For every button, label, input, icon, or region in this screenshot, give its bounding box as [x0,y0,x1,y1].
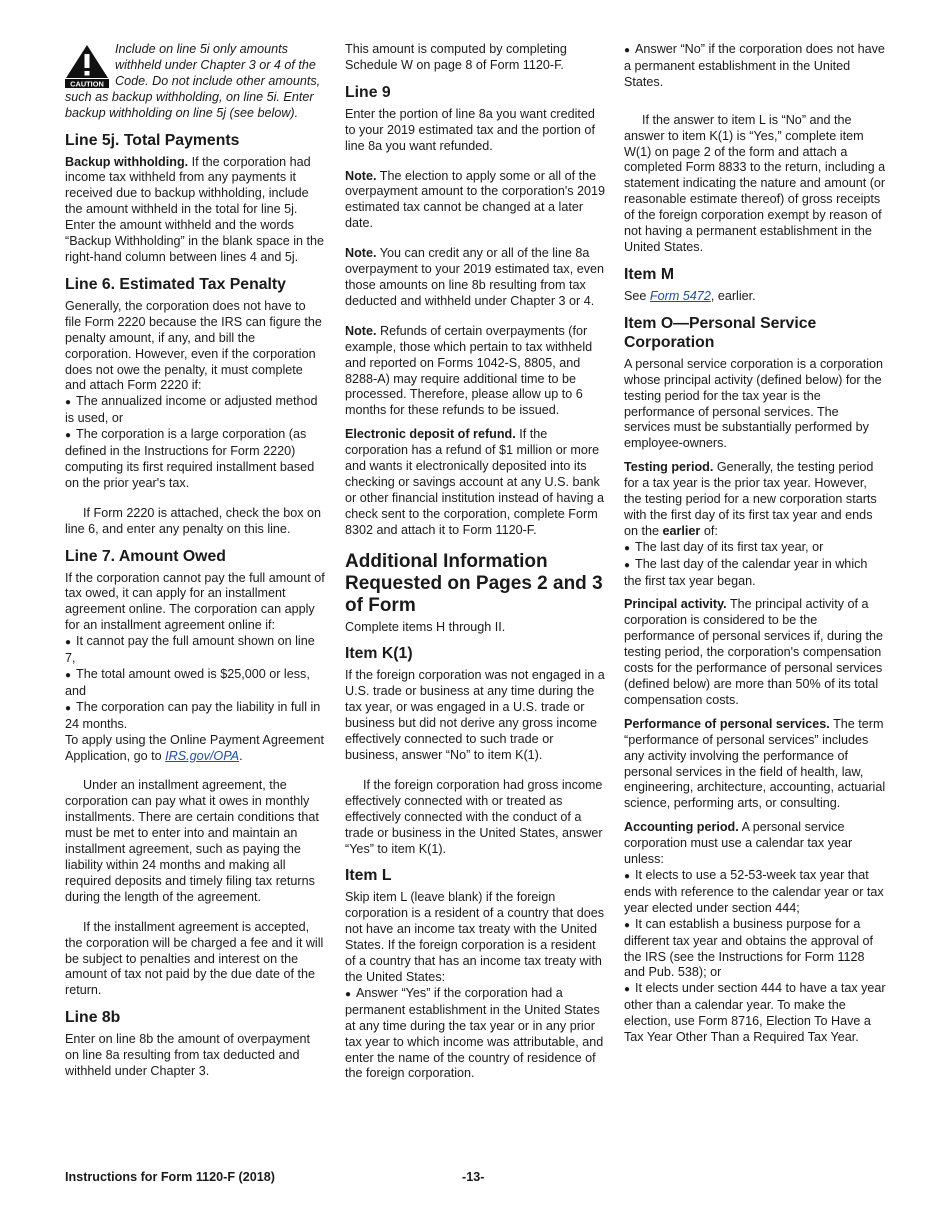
testing-period [624,460,886,540]
itemL-heading: Item L [345,867,392,885]
line7-para2: Under an installment agreement, the corporation can pay what it owes in monthly installments. There are certain conditions that must be met to enter into and maintain an installment agreement, such as paying the liability within 24 months and making all required deposits and timely filing tax returns during the length of the agreement. [65,778,319,904]
perf-runin: Performance of personal services. [624,716,830,731]
opa-end: . [239,748,243,763]
see-text: See [624,288,650,303]
bullet-icon: ● [65,637,72,649]
column-2 [345,42,607,1082]
note-label: Note. [345,246,377,261]
line6-intro: Generally, the corporation does not have to file Form 2220 because the IRS can figure the penalty amount, if any, and bill the corporation. However, even if the corporation does not owe the penalty, it must complete and attach Form 2220 if: [65,298,322,393]
bullet-text: The corporation can pay the liability in full in 24 months. [65,699,321,731]
itemM-text [624,289,886,305]
line8b-text: Enter on line 8b the amount of overpayment on line 8a resulting from tax deducted and withheld under Chapter 3. [65,1032,311,1079]
after-text: , earlier. [710,288,756,303]
note-label: Note. [345,168,377,183]
note3 [345,324,607,419]
bullet-icon: ● [624,870,631,882]
line5j-paragraph [65,155,325,266]
line7-bullet [65,634,325,667]
perf-text: The term “performance of personal services” includes any activity involving the performance of personal services in the field of health, law, engineering, architecture, accounting, actuarial science, performing arts, or consulting. [624,716,886,811]
line7-intro: If the corporation cannot pay the full amount of tax owed, it can apply for an installment agreement online. The corporation can apply for an installment agreement online if: [65,570,325,633]
bullet-icon: ● [65,702,72,714]
itemK1-heading: Item K(1) [345,645,413,663]
itemL-bullet [624,42,886,91]
line6-after: If Form 2220 is attached, check the box on line 6, and enter any penalty on this line. [65,505,322,536]
itemL-bullet [345,986,607,1082]
bullet-text: It elects to use a 52-53-week tax year that ends with reference to the calendar year or tax year elected under section 444; [624,867,884,915]
bullet-text: Answer “Yes” if the corporation had a permanent establishment in the United States at any time during the tax year or in any prior tax year to which income was attributable, and enter the name of the country of residence of the foreign corporation. [345,985,604,1081]
backup-withholding-text: If the corporation had income tax withheld from any payments it received due to backup withholding, include the amount withheld in the total for line 5j. Enter the amount withheld and the words “Backup Withholding” in the blank space in the right-hand column between lines 4 and 5j. [65,154,325,264]
note-text: You can credit any or all of the line 8a overpayment to your 2019 estimated tax, even those amounts on line 8b resulting from tax deducted and withheld under Chapter 3 or 4. [345,246,605,308]
testing-runin: Testing period. [624,460,714,475]
caution-text: Include on line 5i only amounts withheld under Chapter 3 or 4 of the Code. Do not include other amounts, such as backup withholding, on line 5i. Enter backup withholding on line 5j (see below). [65,42,321,120]
performance-services [624,717,886,812]
accounting-period [624,820,886,868]
testing-bullet [624,557,886,590]
testing-bold: earlier [662,523,701,538]
bullet-icon: ● [624,542,631,554]
line7-bullet [65,667,325,700]
acct-bullet [624,868,886,917]
bullet-icon: ● [65,670,72,681]
bullet-icon: ● [65,430,72,442]
itemM-heading: Item M [624,265,675,283]
itemO-intro: A personal service corporation is a corporation whose principal activity (defined below) for the testing period for the tax year is the performance of personal services. The services must be substantially performed by employee-owners. [624,356,884,451]
edep-text: If the corporation has a refund of $1 million or more and wants it electronically deposited into its checking or savings account at any U.S. bank or other financial institution instead of having a check sent to the corporation, complete Form 8302 and attach it to Form 1120-F. [345,427,605,537]
bullet-text: The total amount owed is $25,000 or less, and [65,667,310,698]
itemO-heading: Item O—Personal Service Corporation [624,314,817,351]
additional-info-text: Complete items H through II. [345,619,506,634]
caution-icon [65,44,109,88]
bullet-icon: ● [345,988,352,1000]
acct-runin: Accounting period. [624,820,739,835]
bullet-text: The corporation is a large corporation (as defined in the Instructions for Form 2220) computing its first required installment based on the prior year's tax. [65,427,315,490]
bullet-text: It elects under section 444 to have a tax year other than a calendar year. To make the election, use Form 8716, Election To Have a Tax Year Other Than a Required Tax Year. [624,981,886,1045]
opa-paragraph [65,733,325,765]
footer-page-number: -13- [462,1170,485,1184]
line7-heading: Line 7. Amount Owed [65,547,226,565]
bullet-text: It cannot pay the full amount shown on line 7, [65,634,315,666]
column-1 [65,42,325,1088]
line6-heading: Line 6. Estimated Tax Penalty [65,275,286,293]
note1 [345,169,607,233]
itemK1-para2: If the foreign corporation had gross income effectively connected with or treated as effectively connected with the conduct of a trade or business in the United States, answer “Yes” to item K(1). [345,777,603,856]
acct-text: A personal service corporation must use a calendar tax year unless: [624,820,853,867]
additional-info-heading: Additional Information Requested on Pages 2 and 3 of Form [345,550,603,616]
bullet-text: The last day of its first tax year, or [635,539,824,554]
line7-para3: If the installment agreement is accepted, the corporation will be charged a fee and it will be subject to penalties and interest on the amount of tax not paid by the due date of the return. [65,919,324,998]
column-3 [624,42,886,1046]
bullet-text: Answer “No” if the corporation does not have a permanent establishment in the United States. [624,42,885,89]
bullet-icon: ● [65,397,72,409]
line6-bullet [65,394,325,427]
note-label: Note. [345,323,377,338]
bullet-text: The last day of the calendar year in which the first tax year began. [624,556,868,588]
line8b-heading: Line 8b [65,1009,121,1027]
principal-runin: Principal activity. [624,597,727,612]
line9-heading: Line 9 [345,83,391,101]
line7-bullet [65,700,325,733]
backup-withholding-runin: Backup withholding. [65,154,189,169]
testing-text-b: of: [700,523,718,538]
edep-runin: Electronic deposit of refund. [345,427,516,442]
note-text: Refunds of certain overpayments (for example, those which pertain to tax withheld and reported on Forms 1042-S, 8805, and 8288-A) may require additional time to be processed. Therefore, please allow up to 6 months for these refunds to be issued. [345,323,593,418]
irs-opa-link[interactable]: IRS.gov/OPA [165,748,240,763]
bullet-icon: ● [624,919,631,931]
bullet-icon: ● [624,45,631,56]
bullet-icon: ● [624,559,631,571]
acct-bullet [624,981,886,1046]
acct-bullet [624,917,886,982]
opa-text: To apply using the Online Payment Agreement Application, go to [65,732,325,763]
note-text: The election to apply some or all of the overpayment amount to the corporation's 2019 estimated tax cannot be changed at a later date. [345,168,606,231]
bullet-icon: ● [624,984,631,996]
bullet-text: The annualized income or adjusted method is used, or [65,394,318,426]
itemL-text: Skip item L (leave blank) if the foreign corporation is a resident of a country that does not have an income tax treaty with the United States. If the foreign corporation is a resident of a country that has an income tax treaty with the United States: [345,890,605,984]
testing-text-a: Generally, the testing period for a tax year is the prior tax year. However, the testing period for a new corporation starts with the first day of its first tax year and ends on the [624,460,877,538]
caution-note [65,42,325,122]
electronic-deposit [345,427,607,538]
principal-activity [624,597,886,708]
principal-text: The principal activity of a corporation is considered to be the performance of personal services if, during the testing period, the corporation's compensation costs for the performance of personal services (defined below) are more than 50% of its total compensation costs. [624,597,884,707]
bullet-text: It can establish a business purpose for a different tax year and obtains the approval of the IRS (see the Instructions for Form 1128 and Pub. 538); or [624,916,874,980]
line6-bullet [65,427,325,492]
note2 [345,246,607,310]
itemL-para: If the answer to item L is “No” and the answer to item K(1) is “Yes,” complete item W(1) on page 2 of the form and attach a completed Form 8833 to the return, including a statement indicating the nature and amount (or reasonable estimate thereof) of gross receipts of the foreign corporation exempt by reason of not having a permanent establishment in the United States. [624,112,886,254]
line9-text: Enter the portion of line 8a you want credited to your 2019 estimated tax and the portion of line 8a you want refunded. [345,106,595,153]
itemK1-para1: If the foreign corporation was not engaged in a U.S. trade or business at any time during the tax year, or was engaged in a U.S. trade or business but did not derive any gross income effectively connected to such trade or business, answer “No” to item K(1). [345,668,605,762]
line5j-heading: Line 5j. Total Payments [65,131,240,149]
caution-icon-label: CAUTION [70,79,104,88]
testing-bullet [624,540,886,557]
line8b-cont: This amount is computed by completing Schedule W on page 8 of Form 1120-F. [345,42,567,72]
form-5472-link[interactable]: Form 5472 [649,288,711,303]
footer-form-title: Instructions for Form 1120-F (2018) [65,1170,275,1184]
